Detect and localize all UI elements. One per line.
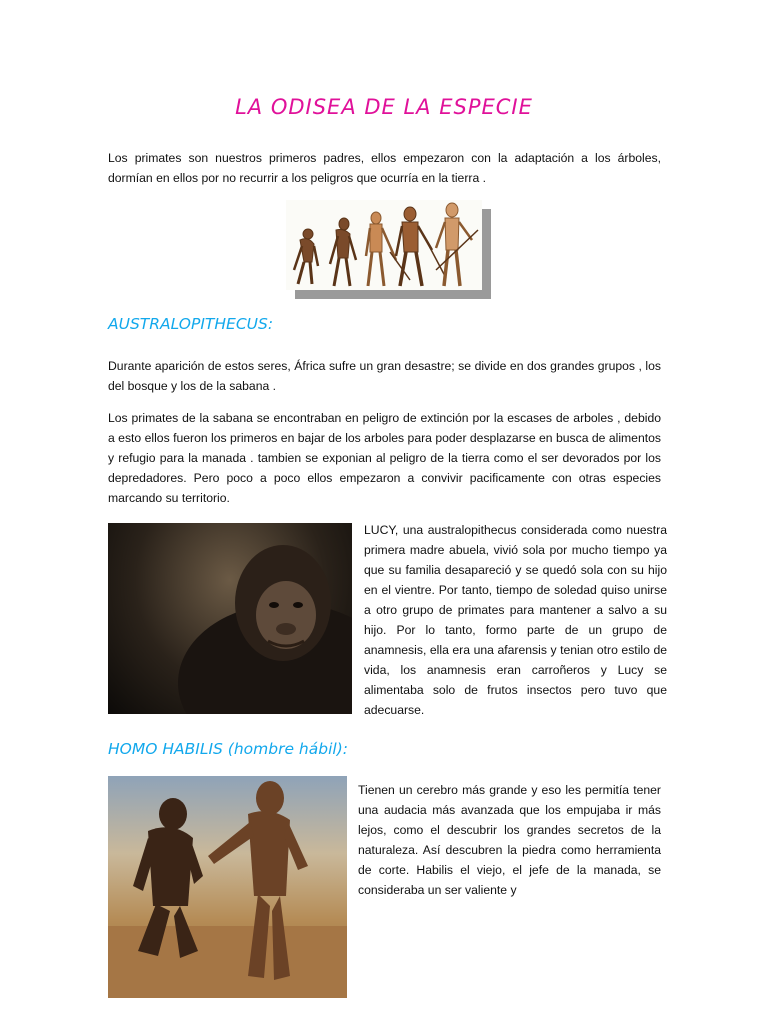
homo-habilis-paragraph: Tienen un cerebro más grande y eso les permitía tener una audacia más avanzada que los empujaba ir más lejos, como el descubrir los grandes secretos de la naturaleza. Así descubren la piedra como herramienta de corte. Habilis el viejo, el jefe de la manada, se consideraba un ser valiente y [358,783,661,897]
evolution-figures [286,200,482,290]
australopithecus-paragraph-1: Durante aparición de estos seres, África sufre un gran desastre; se divide en dos grandes grupos , los del bosque y los de la sabana . [108,359,661,393]
primate-figure-4 [396,207,446,286]
lucy-illustration [108,523,352,714]
lucy-face [256,581,316,649]
section-heading-australopithecus: AUSTRALOPITHECUS: [108,315,274,333]
evolution-illustration [286,200,482,290]
australopithecus-paragraph-2: Los primates de la sabana se encontraban en peligro de extinción por la escases de arboles , debido a esto ellos fueron los primeros en bajar de los arboles para poder desplazarse en busca de alimentos y refugio para la manada . tambien se exponian al peligro de la tierra como el ser devorados por los depredadores. Pero poco a poco ellos empezaron a convivir pacificamente con otras especies marcando su territorio. [108,411,661,505]
primate-figure-5 [436,203,478,286]
page-title: LA ODISEA DE LA ESPECIE [235,95,533,119]
lucy-photo [108,523,352,714]
homo-habilis-photo [108,776,347,998]
lucy-paragraph: LUCY, una australopithecus considerada como nuestra primera madre abuela, vivió sola por mucho tiempo ya que su familia desapareció y se quedó sola con su hijo en el vientre. Por tanto, tiempo de soledad quiso unirse a otro grupo de primates para mantener a salvo a su hijo. Por lo tanto, formo parte de un grupo de anamnesis, ella era una afarensis y tenian otro estilo de vida, los anamnesis eran carroñeros y Lucy se alimentaba solo de frutos insectos pero tuvo que adecuarse. [364,523,667,717]
intro-paragraph: Los primates son nuestros primeros padres, ellos empezaron con la adaptación a los árboles, dormían en ellos por no recurrir a los peligros que ocurría en la tierra . [108,151,661,185]
primate-figure-1 [294,229,318,284]
primate-figure-2 [330,218,356,286]
section-heading-homo-habilis: HOMO HABILIS (hombre hábil): [108,740,348,758]
homo-habilis-illustration [108,776,347,998]
